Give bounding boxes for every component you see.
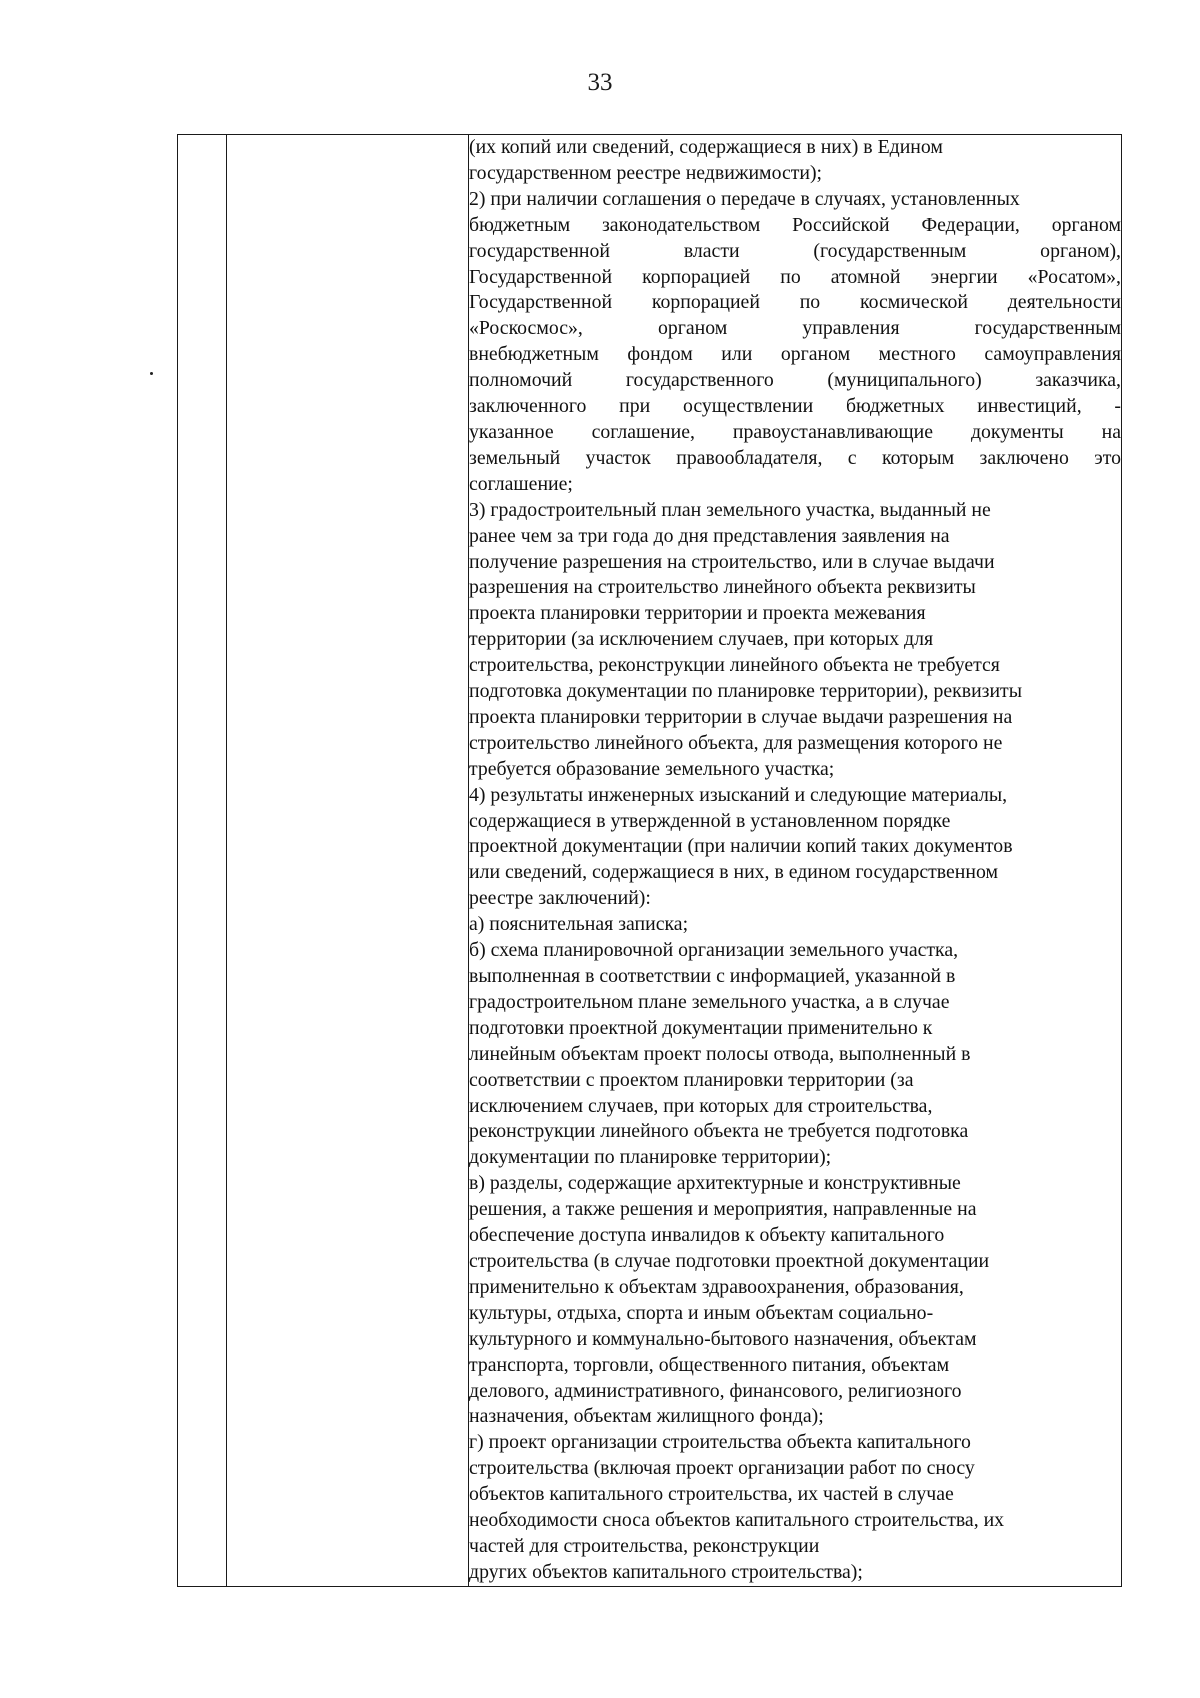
text-line: соответствии с проектом планировки территории (за — [469, 1068, 914, 1091]
text-line: Государственной корпорацией по атомной энергии «Росатом», — [469, 265, 1121, 288]
text-line: заключенного при осуществлении бюджетных инвестиций, - — [469, 395, 1121, 418]
text-line: б) схема планировочной организации земельного участка, — [469, 939, 959, 962]
text-line: назначения, объектам жилищного фонда); — [469, 1405, 824, 1428]
text-line: других объектов капитального строительства); — [469, 1560, 863, 1583]
text-line: подготовка документации по планировке территории), реквизиты — [469, 680, 1022, 703]
text-line: строительства (включая проект организации работ по сносу — [469, 1457, 975, 1480]
text-line: или сведений, содержащиеся в них, в едином государственном — [469, 861, 998, 884]
text-line: транспорта, торговли, общественного питания, объектам — [469, 1353, 950, 1376]
documents-text — [469, 135, 1121, 1586]
text-line: государственном реестре недвижимости); — [469, 161, 823, 184]
text-line: необходимости сноса объектов капитального строительства, их — [469, 1509, 1005, 1532]
requirements-table — [177, 134, 1122, 1587]
table-cell-documents — [469, 135, 1122, 1587]
table-cell-service-name — [227, 135, 469, 1587]
text-line: применительно к объектам здравоохранения, образования, — [469, 1275, 964, 1298]
text-line: делового, административного, финансового, религиозного — [469, 1379, 962, 1402]
text-line: исключением случаев, при которых для строительства, — [469, 1094, 933, 1117]
text-line: государственной власти (государственным органом), — [469, 239, 1121, 262]
text-line: проекта планировки территории в случае выдачи разрешения на — [469, 705, 1013, 728]
page-number: 33 — [587, 69, 613, 96]
text-line: земельный участок правообладателя, с которым заключено это — [469, 446, 1121, 469]
scan-speck — [150, 372, 153, 375]
table-cell-number — [178, 135, 227, 1587]
text-line: реестре заключений): — [469, 887, 651, 910]
text-line: 4) результаты инженерных изысканий и следующие материалы, — [469, 783, 1008, 806]
text-line: строительства (в случае подготовки проектной документации — [469, 1249, 990, 1272]
text-line: Государственной корпорацией по космической деятельности — [469, 291, 1121, 314]
text-line: решения, а также решения и мероприятия, направленные на — [469, 1198, 977, 1221]
text-line: проекта планировки территории и проекта межевания — [469, 602, 926, 625]
text-line: полномочий государственного (муниципального) заказчика, — [469, 369, 1121, 392]
text-line: в) разделы, содержащие архитектурные и конструктивные — [469, 1172, 961, 1195]
text-line: градостроительном плане земельного участка, а в случае — [469, 990, 950, 1013]
table-row — [178, 135, 1122, 1587]
text-line: «Роскосмос», органом управления государственным — [469, 317, 1121, 340]
text-line: соглашение; — [469, 472, 573, 495]
text-line: 3) градостроительный план земельного участка, выданный не — [469, 498, 991, 521]
text-line: культуры, отдыха, спорта и иным объектам социально- — [469, 1301, 934, 1324]
text-line: обеспечение доступа инвалидов к объекту капитального — [469, 1224, 945, 1247]
text-line: ранее чем за три года до дня представления заявления на — [469, 524, 950, 547]
text-line: проектной документации (при наличии копий таких документов — [469, 835, 1013, 858]
text-line: документации по планировке территории); — [469, 1146, 832, 1169]
text-line: получение разрешения на строительство, или в случае выдачи — [469, 550, 995, 573]
text-line: реконструкции линейного объекта не требуется подготовка — [469, 1120, 969, 1143]
text-line: 2) при наличии соглашения о передаче в случаях, установленных — [469, 187, 1020, 210]
text-line: указанное соглашение, правоустанавливающие документы на — [469, 420, 1121, 443]
text-line: культурного и коммунально-бытового назначения, объектам — [469, 1327, 977, 1350]
text-line: выполненная в соответствии с информацией, указанной в — [469, 965, 956, 987]
text-line: содержащиеся в утвержденной в установленном порядке — [469, 809, 951, 832]
text-line: а) пояснительная записка; — [469, 913, 689, 936]
text-line: объектов капитального строительства, их частей в случае — [469, 1483, 954, 1506]
text-line: требуется образование земельного участка; — [469, 757, 835, 780]
text-line: территории (за исключением случаев, при которых для — [469, 628, 934, 651]
text-line: строительства, реконструкции линейного объекта не требуется — [469, 654, 1000, 677]
text-line: подготовки проектной документации применительно к — [469, 1016, 933, 1039]
text-line: строительство линейного объекта, для размещения которого не — [469, 731, 1003, 754]
text-line: разрешения на строительство линейного объекта реквизиты — [469, 576, 976, 599]
text-line: (их копий или сведений, содержащиеся в них) в Едином — [469, 136, 943, 158]
text-line: частей для строительства, реконструкции — [469, 1534, 820, 1557]
text-line: внебюджетным фондом или органом местного самоуправления — [469, 343, 1121, 366]
text-line: бюджетным законодательством Российской Федерации, органом — [469, 213, 1121, 236]
text-line: линейным объектам проект полосы отвода, выполненный в — [469, 1042, 971, 1065]
text-line: г) проект организации строительства объекта капитального — [469, 1431, 971, 1454]
